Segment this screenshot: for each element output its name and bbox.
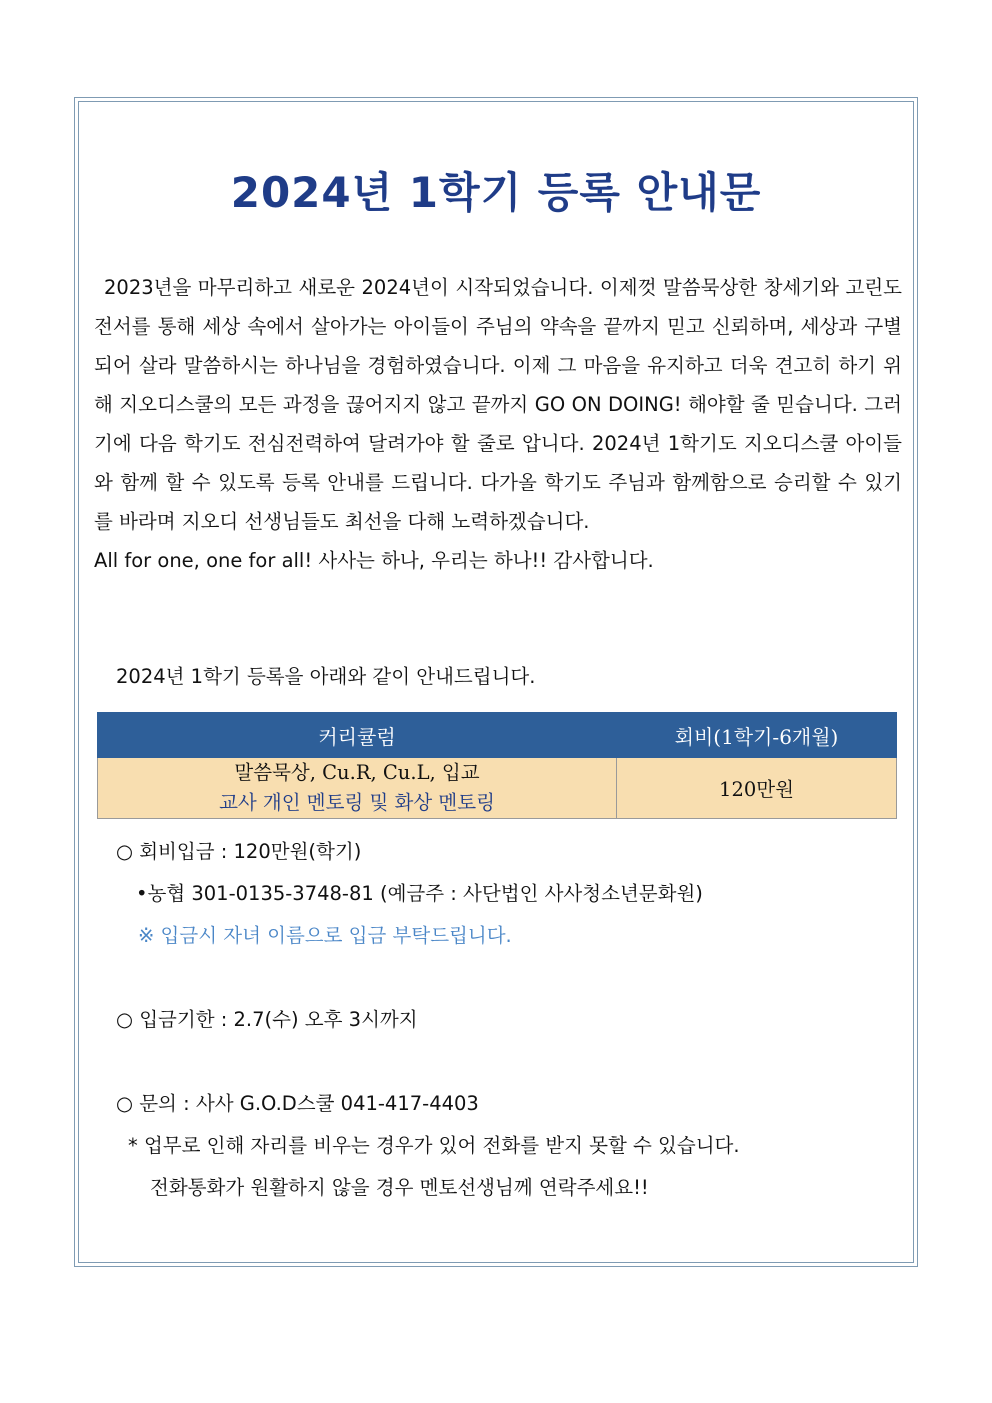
deadline-line: ○ 입금기한 : 2.7(수) 오후 3시까지 <box>116 1008 418 1031</box>
intro-section <box>94 268 902 580</box>
curriculum-line1: 말씀묵상, Cu.R, Cu.L, 입교 <box>234 761 480 784</box>
account-line: •농협 301-0135-3748-81 (예금주 : 사단법인 사사청소년문화원) <box>136 882 703 905</box>
contact-note1: * 업무로 인해 자리를 비우는 경우가 있어 전화를 받지 못할 수 있습니다. <box>128 1134 740 1157</box>
deposit-note: ※ 입금시 자녀 이름으로 입금 부탁드립니다. <box>138 924 512 947</box>
fee-table-header <box>98 713 897 758</box>
curriculum-line2: 교사 개인 멘토링 및 화상 멘토링 <box>219 791 495 814</box>
fee-table <box>97 712 897 819</box>
contact-line: ○ 문의 : 사사 G.O.D스쿨 041-417-4403 <box>116 1092 479 1115</box>
intro-paragraph: 2023년을 마무리하고 새로운 2024년이 시작되었습니다. 이제껏 말씀묵상한 창세기와 고린도전서를 통해 세상 속에서 살아가는 아이들이 주님의 약속을 끝까지 믿고 신뢰하며, 세상과 구별되어 살라 말씀하시는 하나님을 경험하였습니다. 이제 그 마음을 유지하고 더욱 견고히 하기 위해 지오디스쿨의 모든 과정을 끊어지지 않고 끝까지 GO ON DOING! 해야할 줄 믿습니다. 그러기에 다음 학기도 전심전력하여 달려가야 할 줄로 압니다. 2024년 1학기도 지오디스쿨 아이들와 함께 할 수 있도록 등록 안내를 드립니다. 다가올 학기도 주님과 함께함으로 승리할 수 있기를 바라며 지오디 선생님들도 최선을 다해 노력하겠습니다. <box>94 276 902 533</box>
payment-line: ○ 회비입금 : 120만원(학기) <box>116 840 362 863</box>
registration-lead: 2024년 1학기 등록을 아래와 같이 안내드립니다. <box>116 665 536 688</box>
document-title: 2024년 1학기 등록 안내문 <box>230 168 762 217</box>
table-row <box>98 758 897 819</box>
contact-note2: 전화통화가 원활하지 않을 경우 멘토선생님께 연락주세요!! <box>150 1176 649 1199</box>
fee-cell: 120만원 <box>617 758 897 819</box>
header-fee: 회비(1학기-6개월) <box>617 713 897 758</box>
curriculum-cell <box>98 758 617 819</box>
intro-closing: All for one, one for all! 사사는 하나, 우리는 하나!! 감사합니다. <box>94 549 654 572</box>
header-curriculum: 커리큘럼 <box>98 713 617 758</box>
